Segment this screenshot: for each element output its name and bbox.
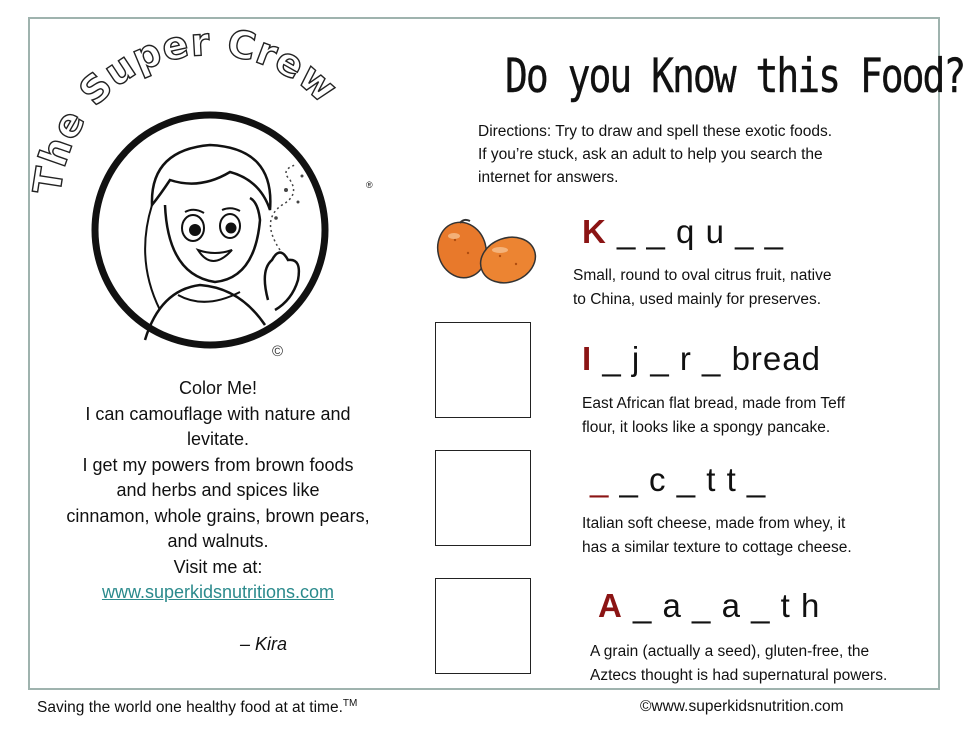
food-desc-line: A grain (actually a seed), gluten-free, the [590, 643, 870, 660]
word-blanks: _ j _ r _ bread [592, 340, 821, 377]
trademark-mark: TM [342, 698, 358, 709]
drawing-box-3[interactable] [435, 450, 531, 546]
food-word-4 [598, 587, 820, 625]
first-letter: _ [590, 461, 610, 498]
word-blanks: _ c _ t t _ [609, 461, 767, 498]
footer-website: ©www.superkidsnutrition.com [640, 698, 844, 715]
food-desc-line: Italian soft cheese, made from whey, it [582, 515, 846, 532]
food-desc-line: has a similar texture to cottage cheese. [582, 539, 852, 556]
desc-line: Color Me! [178, 378, 258, 398]
food-desc-line: Small, round to oval citrus fruit, native [573, 267, 832, 284]
desc-line: I can camouflage with nature and [85, 403, 351, 424]
directions-line: internet for answers. [478, 169, 619, 186]
drawing-box-2[interactable] [435, 322, 531, 418]
website-link[interactable]: www.superkidsnutritions.com [101, 582, 335, 602]
directions [478, 120, 898, 189]
slogan-text: Saving the world one healthy food at at time. [37, 699, 343, 717]
brand-name-text: The Super Crew [25, 19, 347, 197]
food-desc-3 [582, 512, 922, 560]
directions-line: If you’re stuck, ask an adult to help you search the [478, 146, 823, 163]
signature: – Kira [240, 634, 288, 654]
registered-mark: ® [366, 180, 373, 190]
first-letter: K [582, 213, 607, 250]
food-desc-1 [573, 264, 913, 312]
mascot-description [38, 376, 398, 606]
desc-line: and herbs and spices like [116, 480, 320, 500]
food-desc-line: to China, used mainly for preserves. [573, 291, 822, 308]
first-letter: I [582, 340, 593, 377]
page-title: Do you Know this Food? [505, 48, 965, 103]
food-word-1 [582, 213, 784, 251]
desc-line: and walnuts. [167, 531, 269, 551]
footer-slogan [37, 698, 357, 717]
mascot-illustration [90, 110, 330, 350]
desc-line: cinnamon, whole grains, brown pears, [66, 505, 370, 526]
copyright-mark: © [272, 343, 284, 360]
food-desc-line: flour, it looks like a spongy pancake. [582, 419, 831, 436]
kumquat-image [430, 218, 540, 288]
food-word-2 [582, 340, 821, 378]
food-desc-line: East African flat bread, made from Teff [582, 395, 846, 412]
food-desc-2 [582, 392, 922, 440]
food-desc-4 [590, 640, 935, 688]
drawing-box-4[interactable] [435, 578, 531, 674]
desc-line: levitate. [186, 429, 250, 449]
desc-line: I get my powers from brown foods [82, 454, 354, 475]
first-letter: A [598, 587, 623, 624]
desc-line: Visit me at: [173, 556, 263, 577]
word-blanks: _ _ q u _ _ [606, 213, 784, 250]
food-word-3 [590, 461, 766, 499]
food-desc-line: Aztecs thought is had supernatural powers. [590, 667, 888, 684]
directions-line: Directions: Try to draw and spell these exotic foods. [478, 123, 833, 140]
word-blanks: _ a _ a _ t h [622, 587, 821, 624]
